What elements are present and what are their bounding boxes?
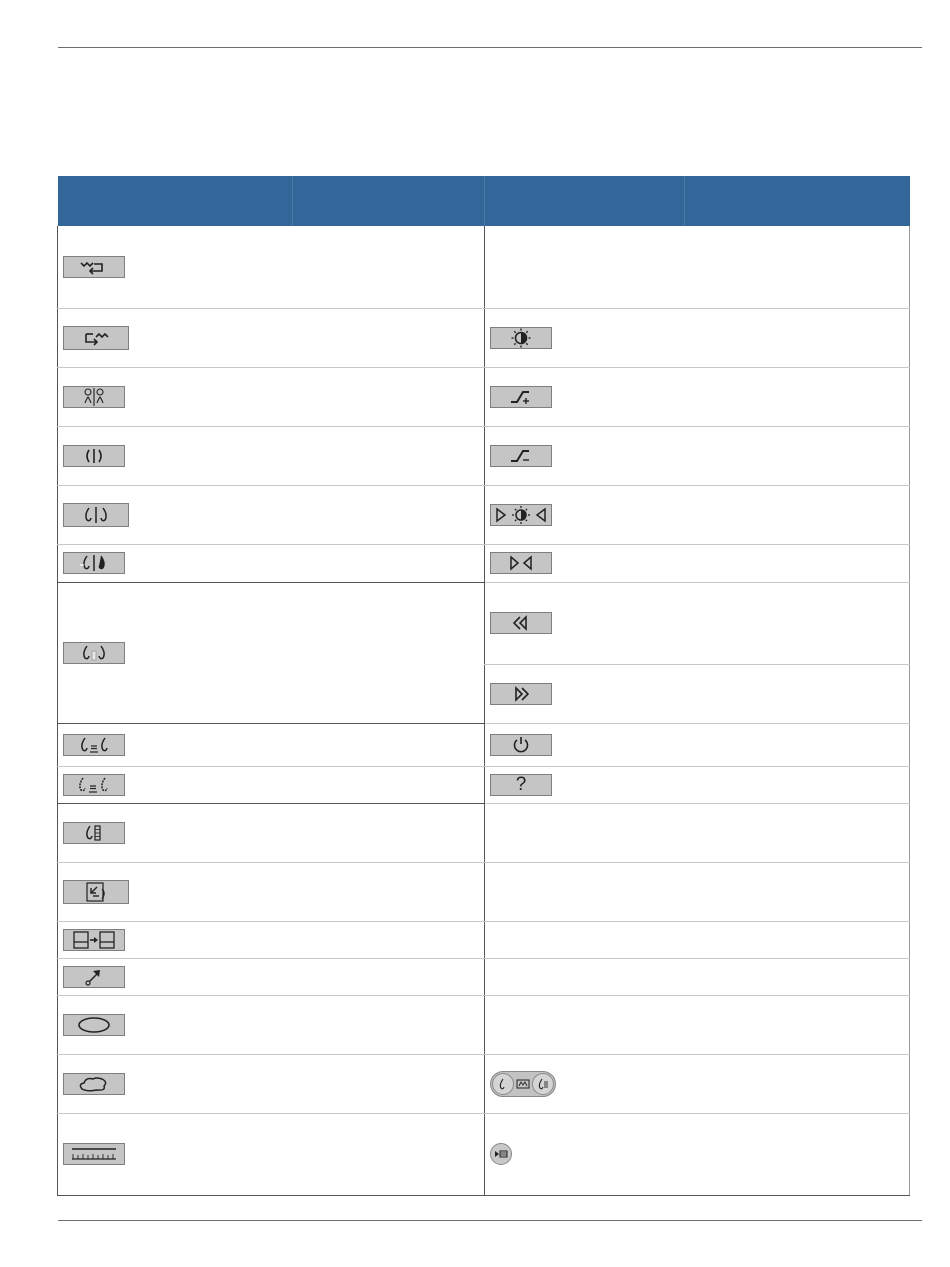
desc-cell [685,226,910,308]
bottom-rule [58,1220,922,1221]
desc-cell [685,664,910,723]
icon-cell [485,921,685,958]
freeform-shape-icon [74,1074,114,1094]
desc-cell [293,766,485,803]
icon-cell [58,766,293,803]
help-button[interactable] [490,774,552,796]
decrease-slope-icon [506,447,536,465]
decrease-slope-button[interactable] [490,445,552,467]
flame-ruler-icon [79,823,109,843]
icon-cell [485,1054,685,1113]
desc-cell [293,958,485,995]
return-to-previous-button[interactable] [63,256,125,278]
icon-cell [58,723,293,766]
ruler-scale-button[interactable] [63,1143,125,1165]
bipolar-flame-ablation-icon [76,553,112,573]
icon-cell [485,582,685,664]
mode-pill-control[interactable] [490,1071,556,1097]
icon-cell [58,1054,293,1113]
bipolar-flame-button[interactable] [63,503,129,527]
top-rule [58,47,922,48]
desc-cell [293,367,485,426]
fast-forward-button[interactable] [490,683,552,705]
rotate-arrows-button[interactable] [63,880,129,904]
desc-cell [293,582,485,723]
icon-cell [485,995,685,1054]
rewind-button[interactable] [490,612,552,634]
bipolar-flame-icon [78,505,114,525]
record-button[interactable] [490,1143,512,1165]
contrast-adjust-icon [494,505,548,525]
help-icon: ? [515,774,527,795]
icon-cell [485,723,685,766]
reset-icon [509,735,533,755]
table-row [58,803,910,862]
flame-split-button[interactable] [63,642,125,664]
desc-cell [685,723,910,766]
desc-cell [293,921,485,958]
return-to-previous-icon [76,259,112,275]
desc-cell [293,723,485,766]
contrast-adjust-button[interactable] [490,504,552,526]
icon-legend-table [57,176,910,1196]
table-row [58,367,910,426]
table-row [58,723,910,766]
table-row [58,862,910,921]
desc-cell [293,803,485,862]
icon-cell [58,582,293,723]
icon-cell [485,426,685,485]
flame-equal-flame-dotted-icon [72,775,116,795]
icon-cell [485,803,685,862]
fast-forward-icon [506,685,536,703]
bipolar-button[interactable] [63,445,125,467]
header-cell-desc-left [293,176,485,226]
desc-cell [685,308,910,367]
icon-cell [485,485,685,544]
ellipse-icon [74,1015,114,1035]
desc-cell [685,1113,910,1195]
icon-cell [58,485,293,544]
desc-cell [685,426,910,485]
flame-ruler-button[interactable] [63,822,125,844]
desc-cell [293,1054,485,1113]
desc-cell [685,544,910,582]
table-row [58,308,910,367]
icon-cell [58,921,293,958]
icon-cell [58,1113,293,1195]
table-header-row [58,176,910,226]
ellipse-button[interactable] [63,1014,125,1036]
next-step-button[interactable] [63,326,129,350]
desc-cell [685,766,910,803]
increase-slope-icon [506,388,536,406]
icon-cell [485,544,685,582]
icon-cell [485,766,685,803]
desc-cell [685,582,910,664]
desc-cell [685,921,910,958]
flame-equal-flame-icon [74,735,114,755]
icon-cell [58,426,293,485]
screen-transfer-icon [71,930,117,950]
double-electrode-icon [76,387,112,407]
desc-cell [293,1113,485,1195]
flame-ablation-mode-icon [532,1073,554,1095]
icon-cell [58,995,293,1054]
desc-cell [685,367,910,426]
header-cell-icon-right [485,176,685,226]
table-row [58,766,910,803]
header-cell-icon-left [58,176,293,226]
table-row [58,582,910,664]
increase-slope-button[interactable] [490,386,552,408]
record-icon [494,1149,508,1159]
flame-split-icon [76,643,112,663]
desc-cell [685,995,910,1054]
icon-cell [58,862,293,921]
desc-cell [293,995,485,1054]
icon-cell [58,958,293,995]
probe-arrow-icon [79,967,109,987]
brightness-contrast-icon [509,328,533,348]
brightness-contrast-button[interactable] [490,327,552,349]
table-row [58,1054,910,1113]
icon-cell [58,367,293,426]
narrow-window-icon [506,554,536,572]
probe-arrow-button[interactable] [63,966,125,988]
table-row [58,995,910,1054]
icon-cell [485,958,685,995]
mode-pill-icon [516,1078,530,1090]
flame-mode-icon [492,1073,514,1095]
rewind-icon [506,614,536,632]
icon-cell [485,226,685,308]
table-row [58,958,910,995]
header-cell-desc-right [685,176,910,226]
desc-cell [685,958,910,995]
desc-cell [293,226,485,308]
rotate-arrows-icon [81,881,111,903]
table-row [58,1113,910,1195]
desc-cell [685,803,910,862]
desc-cell [293,544,485,582]
icon-cell [485,664,685,723]
desc-cell [293,485,485,544]
icon-cell [58,308,293,367]
table-row [58,485,910,544]
table-row [58,544,910,582]
screen-transfer-button[interactable] [63,929,125,951]
desc-cell [685,862,910,921]
icon-cell [485,862,685,921]
icon-cell [485,367,685,426]
bipolar-flame-ablation-button[interactable] [63,552,125,574]
desc-cell [293,308,485,367]
flame-equal-flame-dotted-button[interactable] [63,774,125,796]
table-row [58,226,910,308]
desc-cell [685,1054,910,1113]
flame-equal-flame-button[interactable] [63,734,125,756]
desc-cell [685,485,910,544]
icon-cell [485,308,685,367]
ruler-scale-icon [69,1145,119,1163]
icon-cell [58,803,293,862]
next-step-icon [76,330,116,346]
bipolar-icon [79,447,109,465]
double-electrode-button[interactable] [63,386,125,408]
freeform-shape-button[interactable] [63,1073,125,1095]
desc-cell [293,426,485,485]
icon-cell [485,1113,685,1195]
reset-button[interactable] [490,734,552,756]
table-row [58,426,910,485]
icon-cell [58,226,293,308]
icon-cell [58,544,293,582]
table-row [58,921,910,958]
desc-cell [293,862,485,921]
narrow-window-button[interactable] [490,552,552,574]
